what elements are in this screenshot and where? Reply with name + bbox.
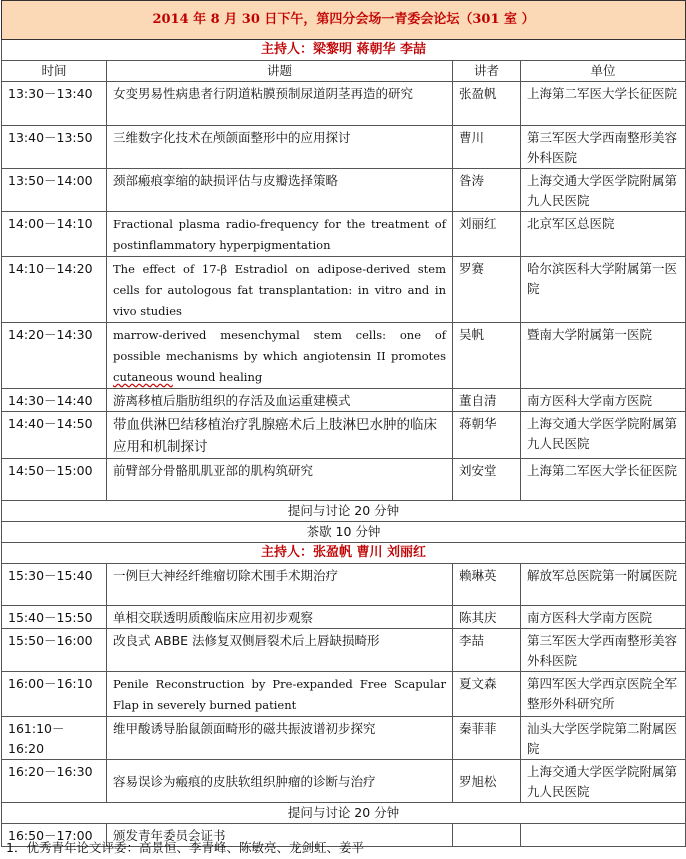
row-topic: Fractional plasma radio-frequency for the treatment of postinflammatory hyperpigmentation — [107, 212, 453, 257]
row-time: 14:10－14:20 — [2, 257, 107, 323]
footnote: 1．优秀青年论文评委：高景恒、李青峰、陈敏亮、龙剑虹、姜平 — [6, 840, 364, 855]
row-unit: 上海交通大学医学院附属第九人民医院 — [521, 760, 686, 803]
row-speaker: 夏文森 — [453, 672, 521, 717]
schedule-table — [1, 0, 686, 847]
session2-host-row — [2, 543, 686, 564]
table-row — [2, 389, 686, 412]
table-row — [2, 629, 686, 672]
discussion1: 提问与讨论 20 分钟 — [2, 501, 686, 522]
header-topic: 讲题 — [107, 61, 453, 82]
table-row — [2, 212, 686, 257]
row-unit-empty — [521, 824, 686, 847]
row-topic: 带血供淋巴结移植治疗乳腺癌术后上肢淋巴水肿的临床应用和机制探讨 — [107, 412, 453, 459]
row-time: 14:50－15:00 — [2, 459, 107, 501]
row-unit: 哈尔滨医科大学附属第一医院 — [521, 257, 686, 323]
table-row — [2, 606, 686, 629]
row-speaker: 张盈帆 — [453, 82, 521, 126]
row-unit: 上海第二军医大学长征医院 — [521, 459, 686, 501]
row-time: 13:50－14:00 — [2, 169, 107, 212]
row-time: 16:50－17:00 — [2, 824, 107, 847]
table-row — [2, 717, 686, 760]
title-row — [2, 1, 686, 40]
spellcheck-word: cutaneous — [113, 370, 173, 384]
row-time: 15:50－16:00 — [2, 629, 107, 672]
row-unit: 上海交通大学医学院附属第九人民医院 — [521, 169, 686, 212]
tea-break: 茶歇 10 分钟 — [2, 522, 686, 543]
row-speaker: 蒋朝华 — [453, 412, 521, 459]
table-row — [2, 672, 686, 717]
row-speaker: 李喆 — [453, 629, 521, 672]
session2-host: 主持人：张盈帆 曹川 刘丽红 — [2, 543, 686, 564]
row-speaker: 秦菲菲 — [453, 717, 521, 760]
table-row — [2, 82, 686, 126]
row-topic: 改良式 ABBE 法修复双侧唇裂术后上唇缺损畸形 — [107, 629, 453, 672]
row-time: 13:30－13:40 — [2, 82, 107, 126]
table-row — [2, 760, 686, 803]
header-time: 时间 — [2, 61, 107, 82]
row-unit: 第三军医大学西南整形美容外科医院 — [521, 629, 686, 672]
row-time: 15:40－15:50 — [2, 606, 107, 629]
row-speaker: 刘安堂 — [453, 459, 521, 501]
row-speaker: 陈其庆 — [453, 606, 521, 629]
row-speaker: 昝涛 — [453, 169, 521, 212]
break-row — [2, 522, 686, 543]
row-speaker-empty — [453, 824, 521, 847]
row-time: 14:40－14:50 — [2, 412, 107, 459]
row-time: 13:40－13:50 — [2, 126, 107, 169]
row-speaker: 赖琳英 — [453, 564, 521, 606]
row-speaker: 刘丽红 — [453, 212, 521, 257]
topic-part: wound healing — [172, 370, 263, 384]
row-topic: 单相交联透明质酸临床应用初步观察 — [107, 606, 453, 629]
header-row — [2, 61, 686, 82]
discussion1-row — [2, 501, 686, 522]
table-row — [2, 323, 686, 389]
row-time: 161:10－16:20 — [2, 717, 107, 760]
row-unit: 上海交通大学医学院附属第九人民医院 — [521, 412, 686, 459]
row-unit: 南方医科大学南方医院 — [521, 606, 686, 629]
row-unit: 北京军区总医院 — [521, 212, 686, 257]
row-speaker: 罗旭松 — [453, 760, 521, 803]
row-topic: The effect of 17-β Estradiol on adipose-derived stem cells for autologous fat transplantation: in vitro and in vivo studies — [107, 257, 453, 323]
table-row — [2, 126, 686, 169]
row-speaker: 董自清 — [453, 389, 521, 412]
row-time: 14:20－14:30 — [2, 323, 107, 389]
row-unit: 汕头大学医学院第二附属医院 — [521, 717, 686, 760]
row-topic: 三维数字化技术在颅颌面整形中的应用探讨 — [107, 126, 453, 169]
session1-host-row — [2, 40, 686, 61]
discussion2-row — [2, 803, 686, 824]
table-row — [2, 564, 686, 606]
table-row — [2, 459, 686, 501]
table-row — [2, 412, 686, 459]
topic-part: marrow-derived mesenchymal stem cells: one of possible mechanisms by which angiotensin II promotes — [113, 328, 446, 363]
row-time: 14:00－14:10 — [2, 212, 107, 257]
row-time: 14:30－14:40 — [2, 389, 107, 412]
row-topic: Penile Reconstruction by Pre-expanded Free Scapular Flap in severely burned patient — [107, 672, 453, 717]
row-unit: 解放军总医院第一附属医院 — [521, 564, 686, 606]
table-row — [2, 257, 686, 323]
row-time: 16:20－16:30 — [2, 760, 107, 803]
row-topic: 容易误诊为瘢痕的皮肤软组织肿瘤的诊断与治疗 — [107, 760, 453, 803]
row-unit: 南方医科大学南方医院 — [521, 389, 686, 412]
session1-host: 主持人：梁黎明 蒋朝华 李喆 — [2, 40, 686, 61]
row-topic: 维甲酸诱导胎鼠颌面畸形的磁共振波谱初步探究 — [107, 717, 453, 760]
row-topic: 前臂部分骨骼肌肌亚部的肌构筑研究 — [107, 459, 453, 501]
header-speaker: 讲者 — [453, 61, 521, 82]
row-time: 16:00－16:10 — [2, 672, 107, 717]
row-unit: 上海第二军医大学长征医院 — [521, 82, 686, 126]
discussion2: 提问与讨论 20 分钟 — [2, 803, 686, 824]
header-unit: 单位 — [521, 61, 686, 82]
row-unit: 第三军医大学西南整形美容外科医院 — [521, 126, 686, 169]
row-speaker: 吴帆 — [453, 323, 521, 389]
table-row — [2, 169, 686, 212]
page-title: 2014 年 8 月 30 日下午，第四分会场一青委会论坛（301 室 ） — [2, 1, 686, 40]
row-unit: 暨南大学附属第一医院 — [521, 323, 686, 389]
row-speaker: 曹川 — [453, 126, 521, 169]
row-topic: 女变男易性病患者行阴道粘膜预制尿道阴茎再造的研究 — [107, 82, 453, 126]
row-topic: 一例巨大神经纤维瘤切除术围手术期治疗 — [107, 564, 453, 606]
row-unit: 第四军医大学西京医院全军整形外科研究所 — [521, 672, 686, 717]
row-topic: 颁发青年委员会证书 — [107, 824, 453, 847]
row-time: 15:30－15:40 — [2, 564, 107, 606]
row-topic: 颈部瘢痕挛缩的缺损评估与皮瓣选择策略 — [107, 169, 453, 212]
row-topic: 游离移植后脂肪组织的存活及血运重建模式 — [107, 389, 453, 412]
row-topic — [107, 323, 453, 389]
row-speaker: 罗赛 — [453, 257, 521, 323]
